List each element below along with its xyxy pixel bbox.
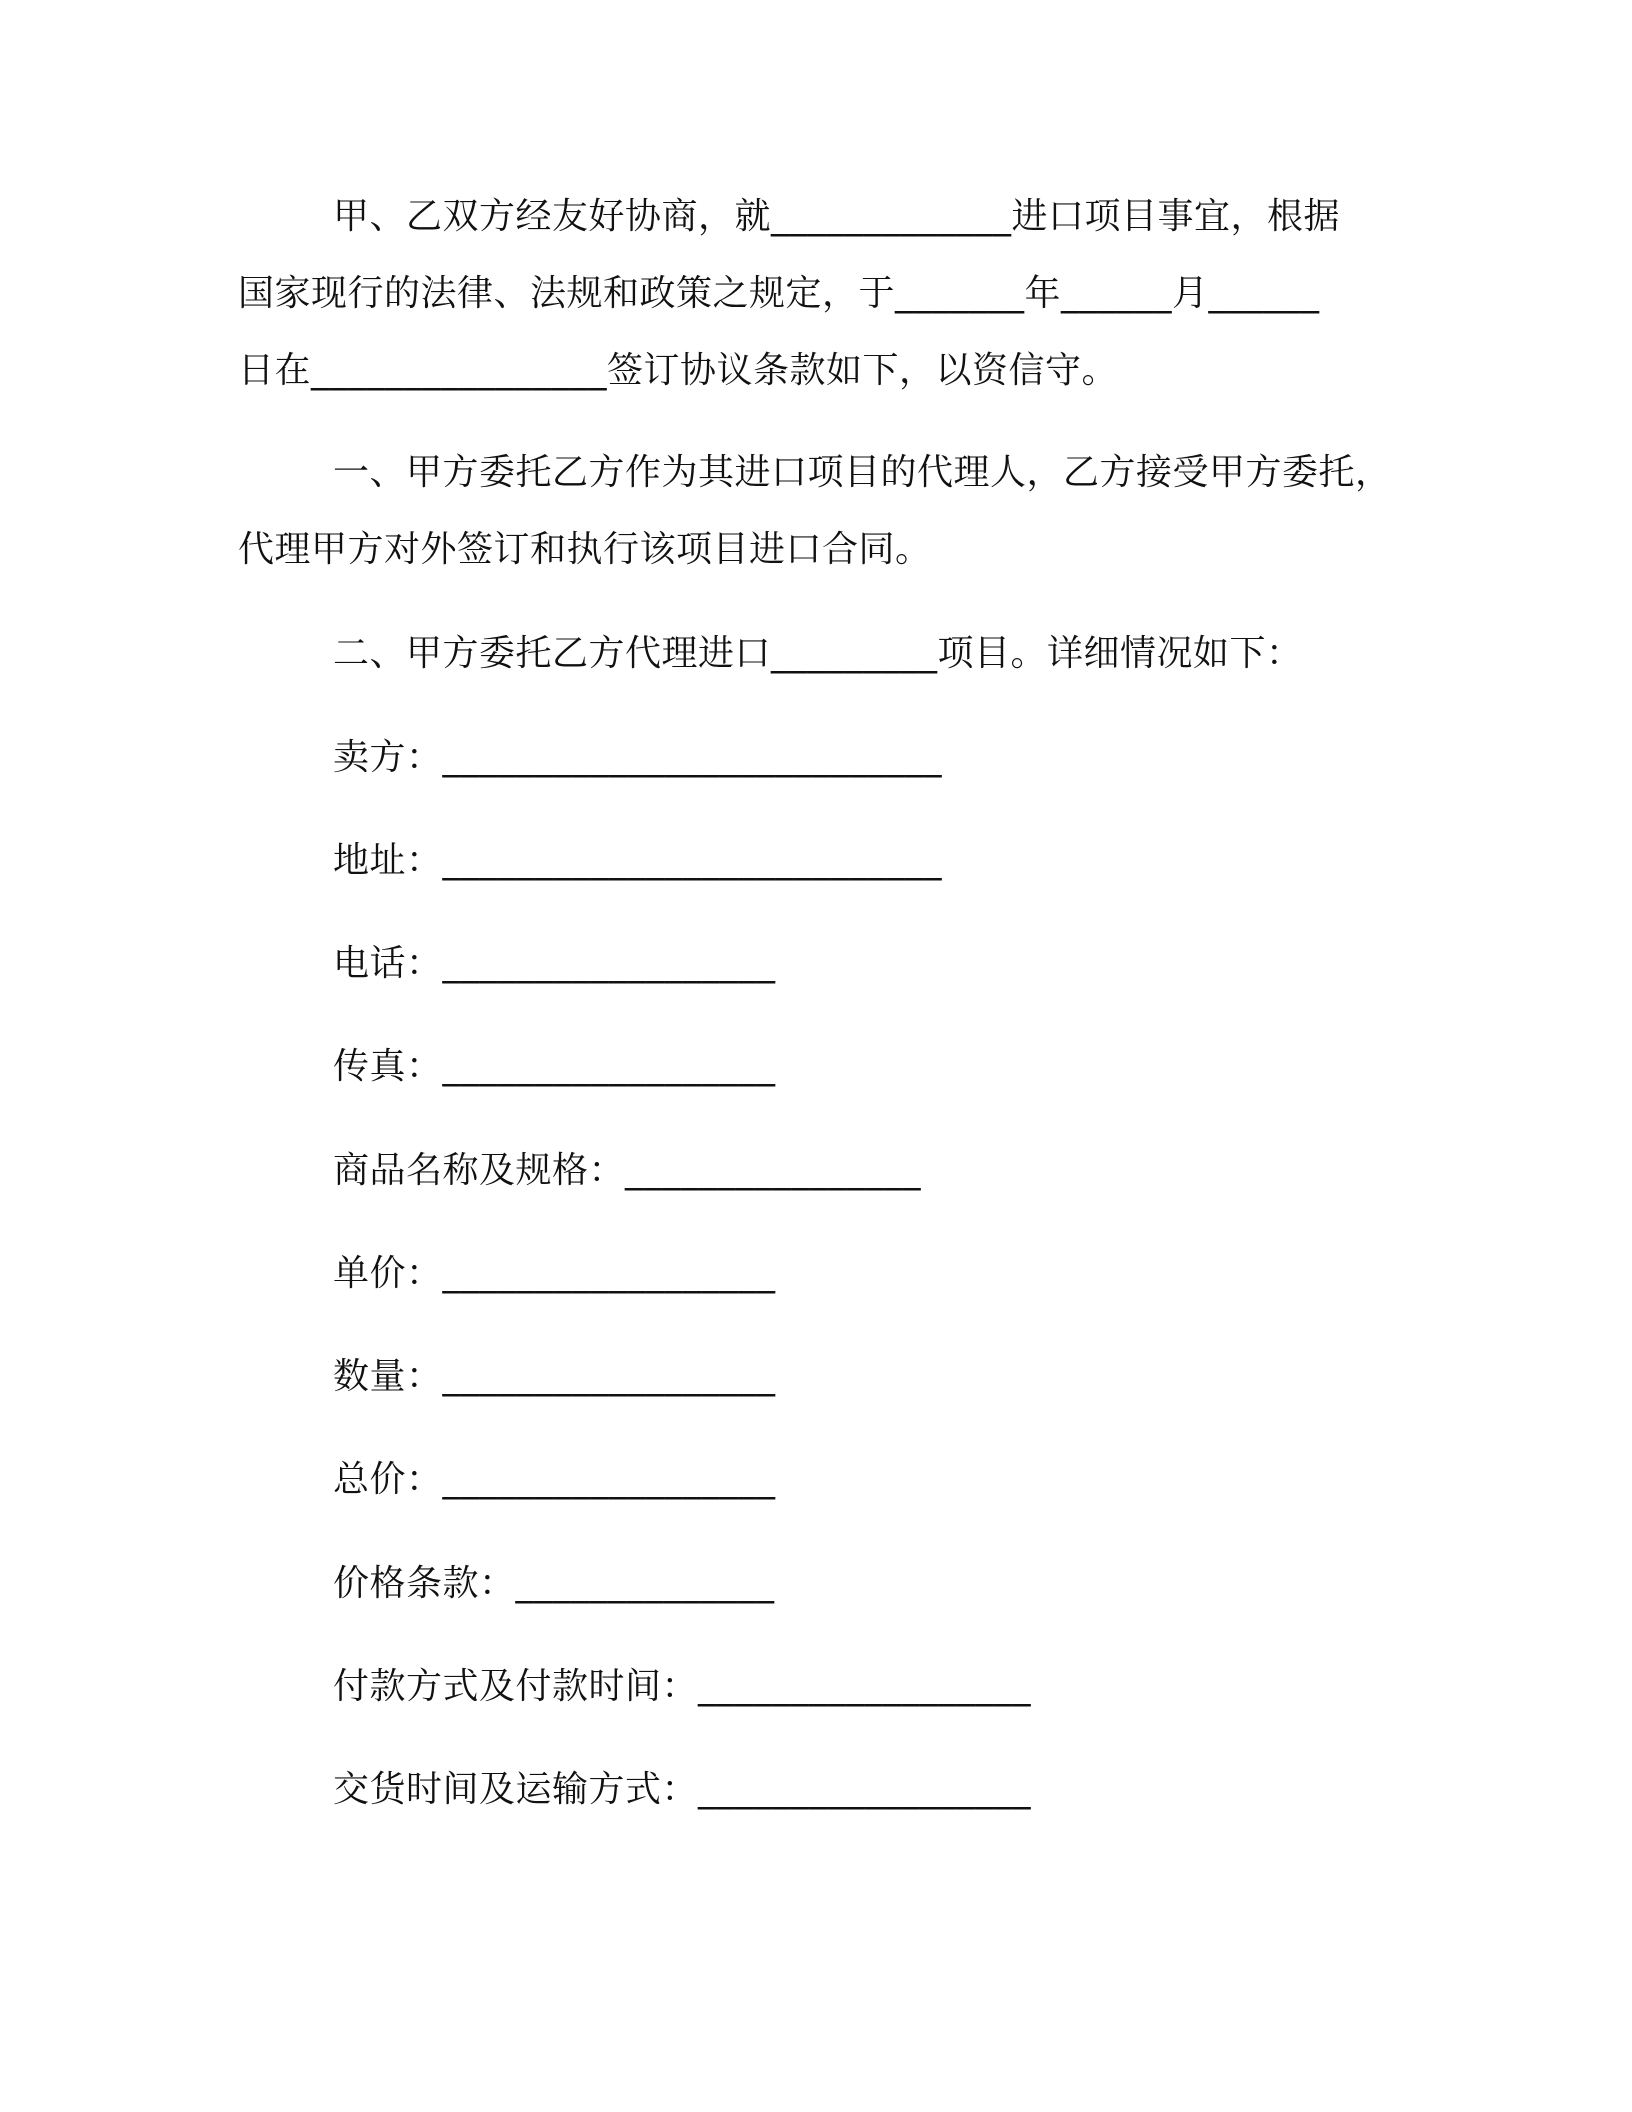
field-payment-method-time: 付款方式及付款时间：__________________ — [333, 1666, 1032, 1707]
field-address: 地址：___________________________ — [333, 840, 943, 881]
preamble-line-2: 国家现行的法律、法规和政策之规定，于_______年______月______ — [238, 273, 1320, 314]
clause-1-line-1: 一、甲方委托乙方作为其进口项目的代理人，乙方接受甲方委托， — [333, 452, 1392, 493]
clause-2-intro: 二、甲方委托乙方代理进口_________项目。详细情况如下： — [333, 633, 1303, 674]
field-total-price: 总价：__________________ — [333, 1459, 776, 1500]
field-price-terms: 价格条款：______________ — [333, 1563, 775, 1604]
clause-1-line-2: 代理甲方对外签订和执行该项目进口合同。 — [238, 529, 932, 570]
preamble-line-3: 日在________________签订协议条款如下，以资信守。 — [238, 350, 1119, 391]
field-seller: 卖方：___________________________ — [333, 737, 943, 778]
field-unit-price: 单价：__________________ — [333, 1253, 776, 1294]
field-delivery-time-transport: 交货时间及运输方式：__________________ — [333, 1769, 1032, 1810]
field-quantity: 数量：__________________ — [333, 1356, 776, 1397]
field-fax: 传真：__________________ — [333, 1046, 776, 1087]
preamble-line-1: 甲、乙双方经友好协商，就_____________进口项目事宜，根据 — [333, 196, 1341, 237]
field-phone: 电话：__________________ — [333, 943, 776, 984]
field-product-name-spec: 商品名称及规格：________________ — [333, 1150, 922, 1191]
